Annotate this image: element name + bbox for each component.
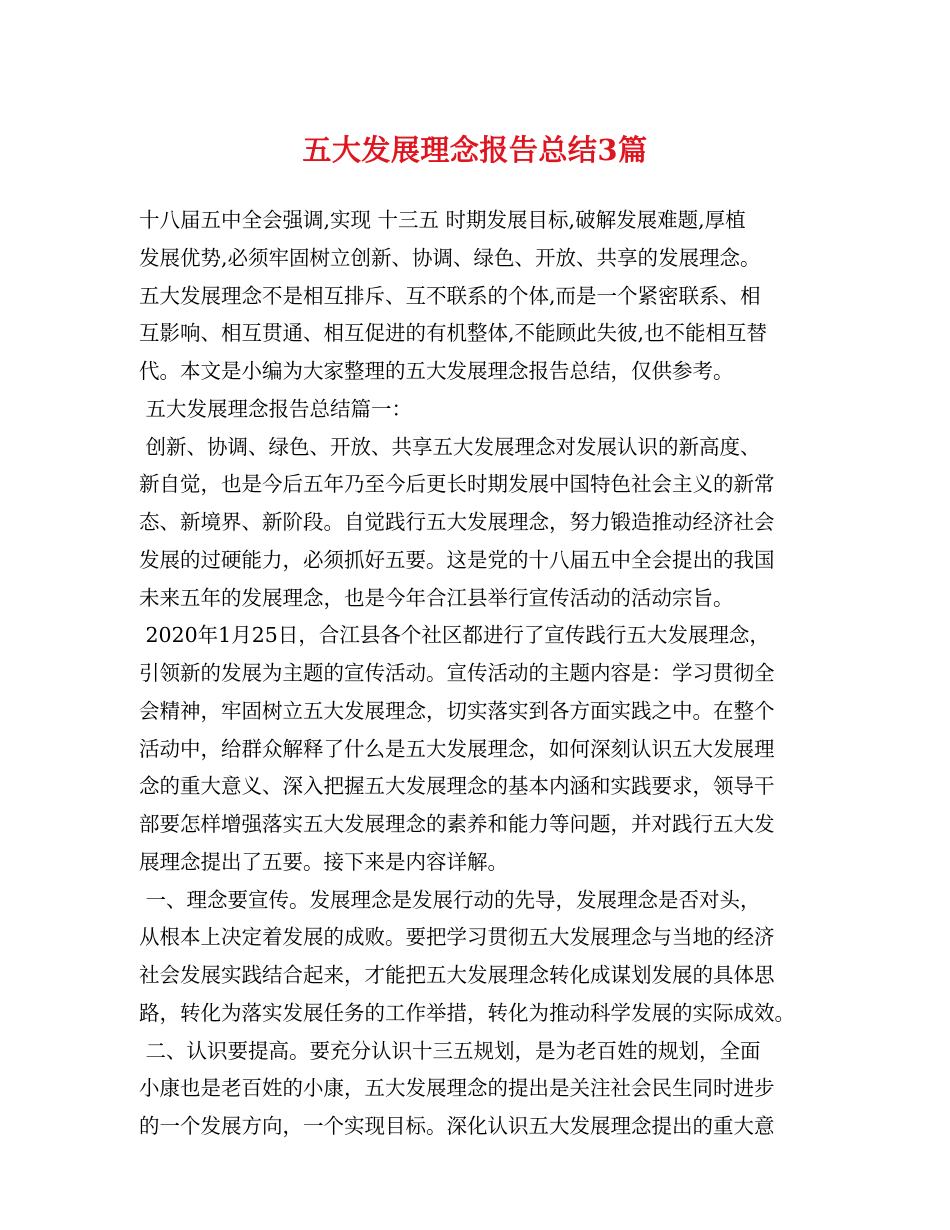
document-title: 五大发展理念报告总结3篇 (302, 133, 648, 167)
text-line: 态、新境界、新阶段。自觉践行五大发展理念，努力锻造推动经济社会 (139, 510, 775, 534)
text-line: 引领新的发展为主题的宣传活动。宣传活动的主题内容是：学习贯彻全 (139, 661, 775, 685)
text-line: 展理念提出了五要。接下来是内容详解。 (139, 849, 508, 874)
text-line: 从根本上决定着发展的成败。要把学习贯彻五大发展理念与当地的经济 (139, 925, 775, 950)
document-body (139, 202, 819, 1146)
text-line: 新自觉，也是今后五年乃至今后更长时期发展中国特色社会主义的新常 (139, 472, 775, 497)
text-line: 2020年1月25日，合江县各个社区都进行了宣传践行五大发展理念， (139, 623, 770, 648)
text-line: 会精神，牢固树立五大发展理念，切实落实到各方面实践之中。在整个 (139, 698, 775, 723)
text-line: 二、认识要提高。要充分认识十三五规划，是为老百姓的规划，全面 (139, 1038, 761, 1063)
text-line: 发展优势,必须牢固树立创新、协调、绿色、开放、共享的发展理念。 (139, 245, 761, 270)
text-line: 互影响、相互贯通、相互促进的有机整体,不能顾此失彼,也不能相互替 (139, 321, 768, 346)
text-line: 发展的过硬能力，必须抓好五要。这是党的十八届五中全会提出的我国 (139, 547, 775, 572)
section-heading: 五大发展理念报告总结篇一： (139, 396, 413, 421)
text-line: 一、理念要宣传。发展理念是发展行动的先导，发展理念是否对头， (139, 887, 761, 912)
text-line: 十八届五中全会强调,实现 十三五 时期发展目标,破解发展难题,厚植 (139, 208, 746, 232)
text-line: 社会发展实践结合起来，才能把五大发展理念转化成谋划发展的具体思 (139, 963, 775, 987)
text-line: 活动中，给群众解释了什么是五大发展理念，如何深刻认识五大发展理 (139, 736, 775, 761)
text-line: 的一个发展方向，一个实现目标。深化认识五大发展理念提出的重大意 (139, 1114, 775, 1138)
text-line: 小康也是老百姓的小康，五大发展理念的提出是关注社会民生同时进步 (139, 1076, 775, 1101)
text-line: 部要怎样增强落实五大发展理念的素养和能力等问题，并对践行五大发 (139, 812, 775, 836)
text-line: 代。本文是小编为大家整理的五大发展理念报告总结，仅供参考。 (139, 359, 734, 383)
text-line: 创新、协调、绿色、开放、共享五大发展理念对发展认识的新高度、 (139, 434, 761, 459)
text-line: 路，转化为落实发展任务的工作举措，转化为推动科学发展的实际成效。 (139, 1000, 795, 1025)
text-line: 五大发展理念不是相互排斥、互不联系的个体,而是一个紧密联系、相 (139, 283, 761, 308)
text-line: 念的重大意义、深入把握五大发展理念的基本内涵和实践要求，领导干 (139, 774, 775, 799)
text-line: 未来五年的发展理念，也是今年合江县举行宣传活动的活动宗旨。 (139, 585, 734, 610)
